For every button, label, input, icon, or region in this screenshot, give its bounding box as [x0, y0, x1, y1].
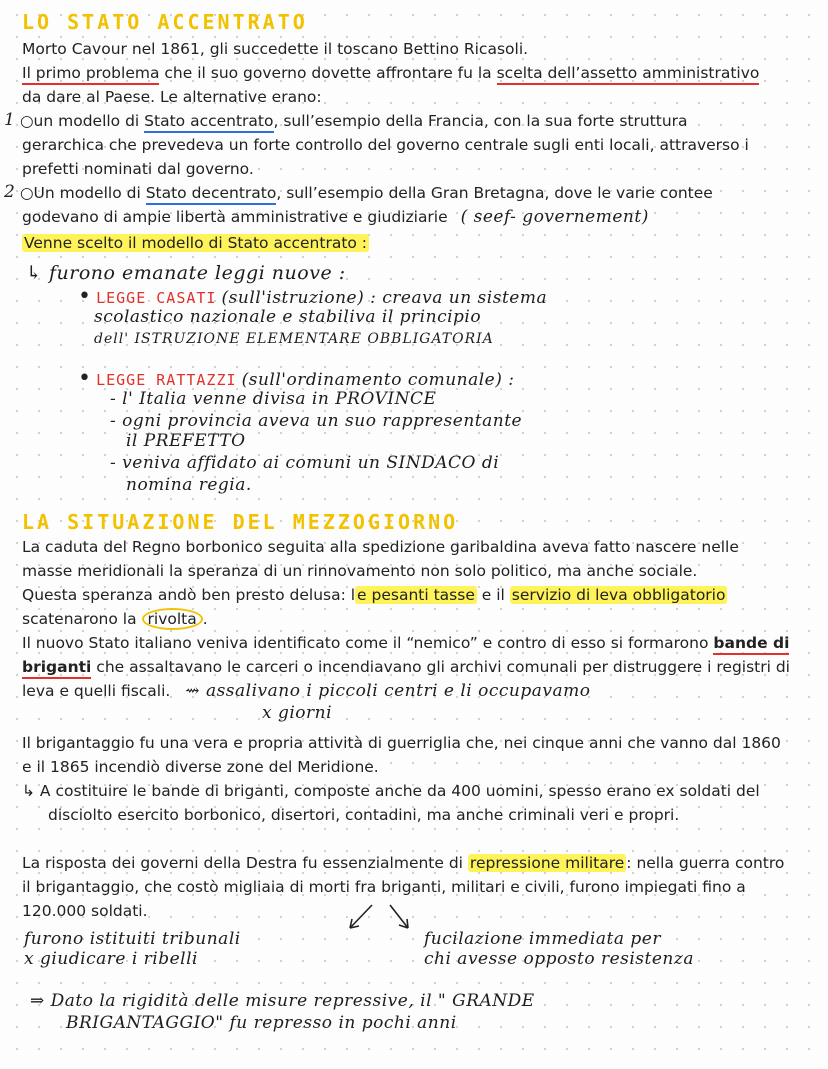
arrow-right-icon: [390, 905, 408, 928]
paragraph-line: disciolto esercito borbonico, disertori, contadini, ma anche criminali veri e propri.: [48, 806, 680, 824]
text: che il suo governo dovette affrontare fu la: [159, 64, 497, 82]
paragraph-line: Il brigantaggio fu una vera e propria attività di guerriglia che, nei cinque anni che vanno dal 1860: [22, 734, 781, 752]
underlined-phrase: Stato accentrato: [144, 112, 273, 133]
list-number: 1: [4, 110, 15, 130]
text: : nella guerra contro: [626, 854, 785, 872]
text: e il: [476, 586, 510, 604]
text: (sull'istruzione) : creava un sistema: [221, 288, 548, 308]
handwritten-line: scolastico nazionale e stabiliva il principio: [94, 307, 482, 327]
handwritten-line: - l' Italia venne divisa in PROVINCE: [110, 389, 437, 409]
text: Un modello di: [33, 184, 146, 202]
paragraph-line: masse meridionali la speranza di un rinnovamento non solo politico, ma anche sociale.: [22, 562, 698, 580]
paragraph-line: La caduta del Regno borbonico seguita alla spedizione garibaldina aveva fatto nascere nelle: [22, 538, 739, 556]
paragraph-line: 120.000 soldati.: [22, 902, 148, 920]
handwritten-line: dell' ISTRUZIONE ELEMENTARE OBBLIGATORIA: [94, 331, 494, 347]
underlined-phrase: Il primo problema: [22, 64, 159, 85]
text: , sull’esempio della Gran Bretagna, dove le varie contee: [276, 184, 713, 202]
highlight: e pesanti tasse: [357, 586, 475, 604]
text: godevano di ampie libertà amministrative e giudiziarie: [22, 208, 448, 226]
return-arrow-icon: ↳: [22, 782, 40, 800]
handwritten-note: ( seef- governement): [460, 207, 649, 227]
text: .: [202, 610, 208, 628]
section-title-stato-accentrato: LO STATO ACCENTRATO: [22, 10, 308, 34]
text: Venne scelto il modello di Stato accentrato :: [24, 234, 368, 252]
law-name: LEGGE CASATI: [96, 289, 217, 307]
highlight: repressione militare: [469, 854, 625, 872]
text: scatenarono la: [22, 610, 142, 628]
handwritten-conclusion: BRIGANTAGGIO" fu represso in pochi anni: [66, 1013, 457, 1033]
arrow-left-icon: [350, 905, 372, 928]
handwritten-line: il PREFETTO: [126, 431, 246, 451]
text: che assaltavano le carceri o incendiavano gli archivi comunali per distruggere i registri di: [91, 658, 790, 676]
circled-word: rivolta: [142, 608, 203, 630]
paragraph-line: gerarchica che prevedeva un forte controllo del governo centrale sugli enti locali, attraverso i: [22, 136, 749, 154]
circle-bullet: ○: [20, 184, 34, 202]
bold-phrase: briganti: [22, 658, 91, 679]
text: (sull'ordinamento comunale) :: [241, 370, 515, 390]
text: La risposta dei governi della Destra fu essenzialmente di: [22, 854, 468, 872]
paragraph-line: e il 1865 incendiò diverse zone del Meridione.: [22, 758, 379, 776]
paragraph-line: Morto Cavour nel 1861, gli succedette il toscano Bettino Ricasoli.: [22, 40, 529, 58]
paragraph-line: il brigantaggio, che costò migliaia di morti fra briganti, militari e civili, furono impiegati fino a: [22, 878, 746, 896]
handwritten-line: chi avesse opposto resistenza: [424, 949, 694, 969]
paragraph-line: da dare al Paese. Le alternative erano:: [22, 88, 322, 106]
handwritten-line: furono istituiti tribunali: [24, 929, 241, 949]
handwritten-line: fucilazione immediata per: [424, 929, 661, 949]
bullet-icon: •: [78, 366, 91, 391]
law-name: LEGGE RATTAZZI: [96, 371, 237, 389]
text: Questa speranza andò ben presto delusa: l: [22, 586, 356, 604]
handwritten-line: x giudicare i ribelli: [24, 949, 198, 969]
section-title-mezzogiorno: LA SITUAZIONE DEL MEZZOGIORNO: [22, 510, 459, 534]
bullet-icon: •: [78, 284, 91, 309]
bold-phrase: bande di: [713, 634, 789, 655]
handwritten-line: - ogni provincia aveva un suo rappresentante: [110, 411, 523, 431]
handwritten-note: ⇝ assalivano i piccoli centri e li occupavamo: [185, 681, 591, 701]
text: un modello di: [33, 112, 145, 130]
handwritten-note: x giorni: [262, 703, 333, 723]
text: leva e quelli fiscali.: [22, 682, 171, 700]
text: Il nuovo Stato italiano veniva identificato come il “nemico” e contro di esso si formarono: [22, 634, 714, 652]
circle-bullet: ○: [20, 112, 34, 130]
underlined-phrase: Stato decentrato: [146, 184, 277, 205]
text: furono emanate leggi nuove :: [48, 262, 346, 284]
underlined-phrase: scelta dell’assetto amministrativo: [497, 64, 760, 85]
list-number: 2: [4, 182, 15, 202]
paragraph-line: prefetti nominati dal governo.: [22, 160, 254, 178]
highlight: servizio di leva obbligatorio: [511, 586, 726, 604]
handwritten-line: nomina regia.: [126, 475, 252, 495]
handwritten-conclusion: ⇒ Dato la rigidità delle misure repressive, il " GRANDE: [30, 991, 535, 1011]
text: , sull’esempio della Francia, con la sua forte struttura: [273, 112, 688, 130]
text: A costituire le bande di briganti, composte anche da 400 uomini, spesso erano ex soldati del: [39, 782, 760, 800]
return-arrow-icon: ↳: [26, 262, 49, 284]
handwritten-line: - veniva affidato ai comuni un SINDACO di: [110, 453, 500, 473]
